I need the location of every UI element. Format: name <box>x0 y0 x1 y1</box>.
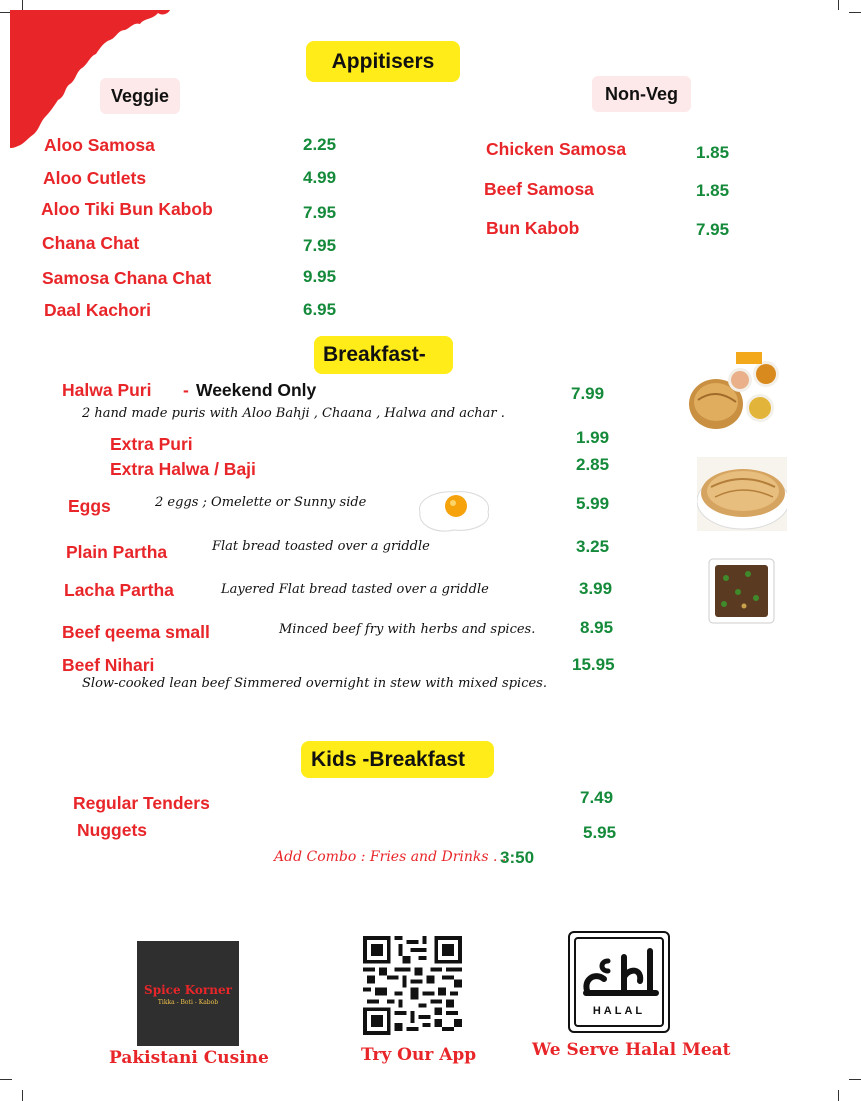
menu-item-price: 2.85 <box>576 455 610 474</box>
crop-mark <box>22 1090 23 1101</box>
menu-item-name: Beef Nihari <box>62 655 155 675</box>
menu-item-name: Chana Chat <box>42 233 140 253</box>
menu-item-name: Plain Partha <box>66 542 168 562</box>
menu-item-name: Nuggets <box>77 820 147 840</box>
menu-item-name: Samosa Chana Chat <box>42 268 212 288</box>
menu-item-price: 1.99 <box>576 428 610 447</box>
menu-item-price: 1.85 <box>696 181 730 200</box>
paratha-image <box>697 457 787 531</box>
caption-pakistani-cuisine: Pakistani Cusine <box>109 1048 269 1068</box>
menu-item-price: 3.99 <box>579 579 613 598</box>
menu-item-name: Extra Puri <box>110 434 193 454</box>
menu-item-price: 3.25 <box>576 537 610 556</box>
menu-item-price: 7.95 <box>696 220 730 239</box>
halwa-puri-image <box>688 352 786 434</box>
kids-breakfast-heading: Kids -Breakfast <box>301 741 494 778</box>
veggie-heading: Veggie <box>100 78 180 114</box>
menu-item-price: 7.99 <box>571 384 605 403</box>
weekend-only-note: Weekend Only <box>196 380 317 400</box>
breakfast-heading: Breakfast- <box>314 336 453 374</box>
menu-item-name: Halwa Puri <box>62 380 152 400</box>
menu-item-price: 4.99 <box>303 168 337 187</box>
menu-item-name: Regular Tenders <box>73 793 210 813</box>
menu-item-name: Eggs <box>68 496 111 516</box>
combo-description: Add Combo : Fries and Drinks . . <box>274 849 507 865</box>
menu-item-name: Beef Samosa <box>484 179 594 199</box>
menu-item-description: 2 eggs ; Omelette or Sunny side <box>155 495 367 510</box>
menu-item-description: Layered Flat bread tasted over a griddle <box>221 582 489 597</box>
menu-item-name: Lacha Partha <box>64 580 174 600</box>
menu-item-price: 1.85 <box>696 143 730 162</box>
crop-mark <box>838 1090 839 1101</box>
menu-item-description: 2 hand made puris with Aloo Bahji , Chaana , Halwa and achar . <box>82 406 505 421</box>
menu-item-description: Minced beef fry with herbs and spices. <box>279 622 536 637</box>
menu-item-name: Extra Halwa / Baji <box>110 459 256 479</box>
menu-item-price: 7.95 <box>303 236 337 255</box>
menu-item-description: Slow-cooked lean beef Simmered overnight in stew with mixed spices. <box>82 676 547 691</box>
menu-item-price: 7.95 <box>303 203 337 222</box>
qr-code[interactable] <box>362 936 463 1035</box>
appetisers-heading: Appitisers <box>306 41 460 82</box>
menu-item-name: Daal Kachori <box>44 300 151 320</box>
crop-mark <box>0 1079 12 1080</box>
menu-item-dash: - <box>183 380 189 400</box>
menu-item-price: 7.49 <box>580 788 614 807</box>
logo-subtitle: Tikka - Boti - Kabob <box>157 999 219 1006</box>
menu-item-price: 5.95 <box>583 823 617 842</box>
menu-item-price: 5.99 <box>576 494 610 513</box>
menu-item-name: Aloo Tiki Bun Kabob <box>41 199 213 219</box>
menu-item-name: Chicken Samosa <box>486 139 627 159</box>
crop-mark <box>22 0 23 10</box>
beef-qeema-image <box>708 558 775 624</box>
nonveg-heading: Non-Veg <box>592 76 691 112</box>
restaurant-logo <box>137 941 239 1046</box>
menu-item-name: Aloo Cutlets <box>43 168 147 188</box>
menu-item-price: 2.25 <box>303 135 337 154</box>
logo-name: Spice Korner <box>144 983 232 997</box>
menu-item-price: 8.95 <box>580 618 614 637</box>
caption-try-app[interactable]: Try Our App <box>361 1045 477 1065</box>
halal-badge <box>568 931 670 1033</box>
crop-mark <box>849 12 861 13</box>
menu-item-name: Aloo Samosa <box>44 135 155 155</box>
menu-item-price: 15.95 <box>572 655 615 674</box>
fried-egg-image <box>414 488 494 534</box>
menu-item-price: 6.95 <box>303 300 337 319</box>
halal-arabic-icon <box>578 947 662 1007</box>
menu-item-name: Bun Kabob <box>486 218 580 238</box>
halal-label: HALAL <box>592 1005 646 1017</box>
crop-mark <box>849 1079 861 1080</box>
menu-item-name: Beef qeema small <box>62 622 210 642</box>
caption-halal-meat: We Serve Halal Meat <box>532 1040 731 1060</box>
crop-mark <box>838 0 839 10</box>
combo-price: 3:50 <box>500 848 535 867</box>
menu-item-description: Flat bread toasted over a griddle <box>212 539 430 554</box>
menu-item-price: 9.95 <box>303 267 337 286</box>
